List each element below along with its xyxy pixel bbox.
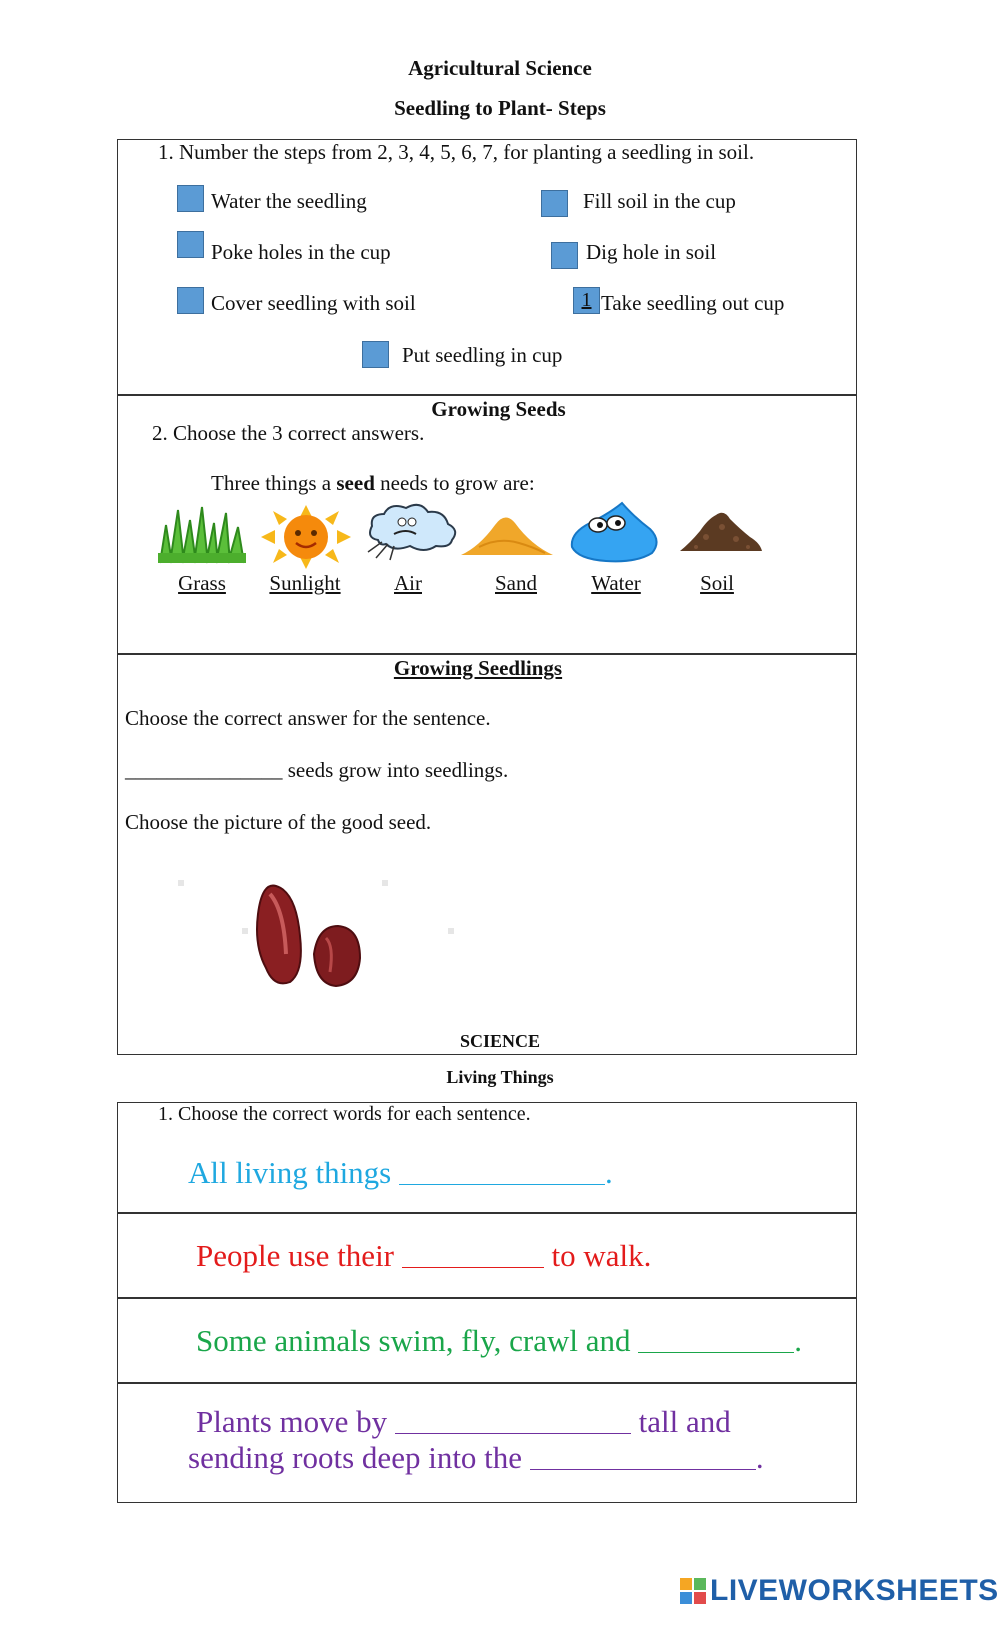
- subject-title: Agricultural Science: [408, 56, 592, 80]
- step-label-fill-soil: Fill soil in the cup: [583, 189, 736, 213]
- option-water[interactable]: Water: [591, 571, 641, 595]
- seedlings-instruction: Choose the correct answer for the sentence.: [125, 706, 491, 730]
- blank-roots-into[interactable]: [530, 1438, 756, 1470]
- blank-people-walk[interactable]: [402, 1236, 544, 1268]
- water-icon[interactable]: [566, 501, 662, 563]
- topic-title: Seedling to Plant- Steps: [394, 96, 606, 120]
- seedlings-sentence: _______________ seeds grow into seedlings.: [125, 758, 509, 782]
- growing-seeds-question: 2. Choose the 3 correct answers.: [152, 421, 425, 445]
- seed-prompt: Three things a seed needs to grow are:: [211, 471, 535, 495]
- option-soil[interactable]: Soil: [700, 571, 734, 595]
- steps-box: [117, 139, 857, 396]
- grass-icon[interactable]: [156, 505, 248, 565]
- liveworksheets-grid-icon: [680, 1578, 706, 1604]
- sunlight-icon[interactable]: [261, 505, 351, 569]
- step-input-fill-soil[interactable]: [541, 190, 568, 217]
- step-input-water[interactable]: [177, 185, 204, 212]
- sentence-plants-move-line1: Plants move by tall and: [196, 1404, 731, 1439]
- blank-living-things[interactable]: [399, 1153, 605, 1185]
- living-things-box-1: [117, 1102, 857, 1214]
- picture-prompt: Choose the picture of the good seed.: [125, 810, 432, 834]
- step-label-water: Water the seedling: [211, 189, 367, 213]
- step-label-take-out: Take seedling out cup: [601, 291, 785, 315]
- steps-question: 1. Number the steps from 2, 3, 4, 5, 6, 7, for planting a seedling in soil.: [158, 140, 755, 164]
- liveworksheets-brand: LIVEWORKSHEETS: [710, 1574, 999, 1607]
- growing-seedlings-box: [117, 653, 857, 1055]
- step-input-put-seedling[interactable]: [362, 341, 389, 368]
- seedlings-answer-blank[interactable]: _______________: [125, 758, 283, 782]
- sentence-animals-move: Some animals swim, fly, crawl and .: [196, 1323, 802, 1358]
- option-sand[interactable]: Sand: [495, 571, 537, 595]
- step-label-poke-holes: Poke holes in the cup: [211, 240, 391, 264]
- step-label-dig-hole: Dig hole in soil: [586, 240, 717, 264]
- seed-picture[interactable]: [158, 854, 468, 994]
- step-input-cover-seedling[interactable]: [177, 287, 204, 314]
- living-things-box-3: [117, 1297, 857, 1384]
- step-input-take-out[interactable]: 1: [573, 287, 600, 314]
- option-sunlight[interactable]: Sunlight: [269, 571, 341, 595]
- living-things-instruction: 1. Choose the correct words for each sentence.: [158, 1103, 531, 1125]
- living-things-box-4: [117, 1382, 857, 1503]
- sentence-plants-move-line2: sending roots deep into the .: [188, 1440, 764, 1475]
- liveworksheets-logo: [680, 1574, 999, 1608]
- option-grass[interactable]: Grass: [178, 571, 226, 595]
- step-label-cover-seedling: Cover seedling with soil: [211, 291, 416, 315]
- sentence-people-walk: People use their to walk.: [196, 1238, 652, 1273]
- sand-icon[interactable]: [459, 507, 555, 559]
- living-things-box-2: [117, 1212, 857, 1299]
- living-things-title: Living Things: [446, 1067, 554, 1087]
- air-icon[interactable]: [364, 500, 460, 562]
- option-air[interactable]: Air: [394, 571, 422, 595]
- growing-seeds-heading: Growing Seeds: [431, 397, 566, 421]
- sentence-living-things: All living things .: [188, 1155, 613, 1190]
- blank-plants-move[interactable]: [395, 1402, 631, 1434]
- soil-icon[interactable]: [678, 507, 764, 555]
- blank-animals-move[interactable]: [638, 1321, 794, 1353]
- growing-seedlings-heading: Growing Seedlings: [393, 656, 563, 680]
- science-title: SCIENCE: [459, 1031, 541, 1051]
- step-input-dig-hole[interactable]: [551, 242, 578, 269]
- step-label-put-seedling: Put seedling in cup: [402, 343, 563, 367]
- step-input-poke-holes[interactable]: [177, 231, 204, 258]
- growing-seeds-box: [117, 394, 857, 655]
